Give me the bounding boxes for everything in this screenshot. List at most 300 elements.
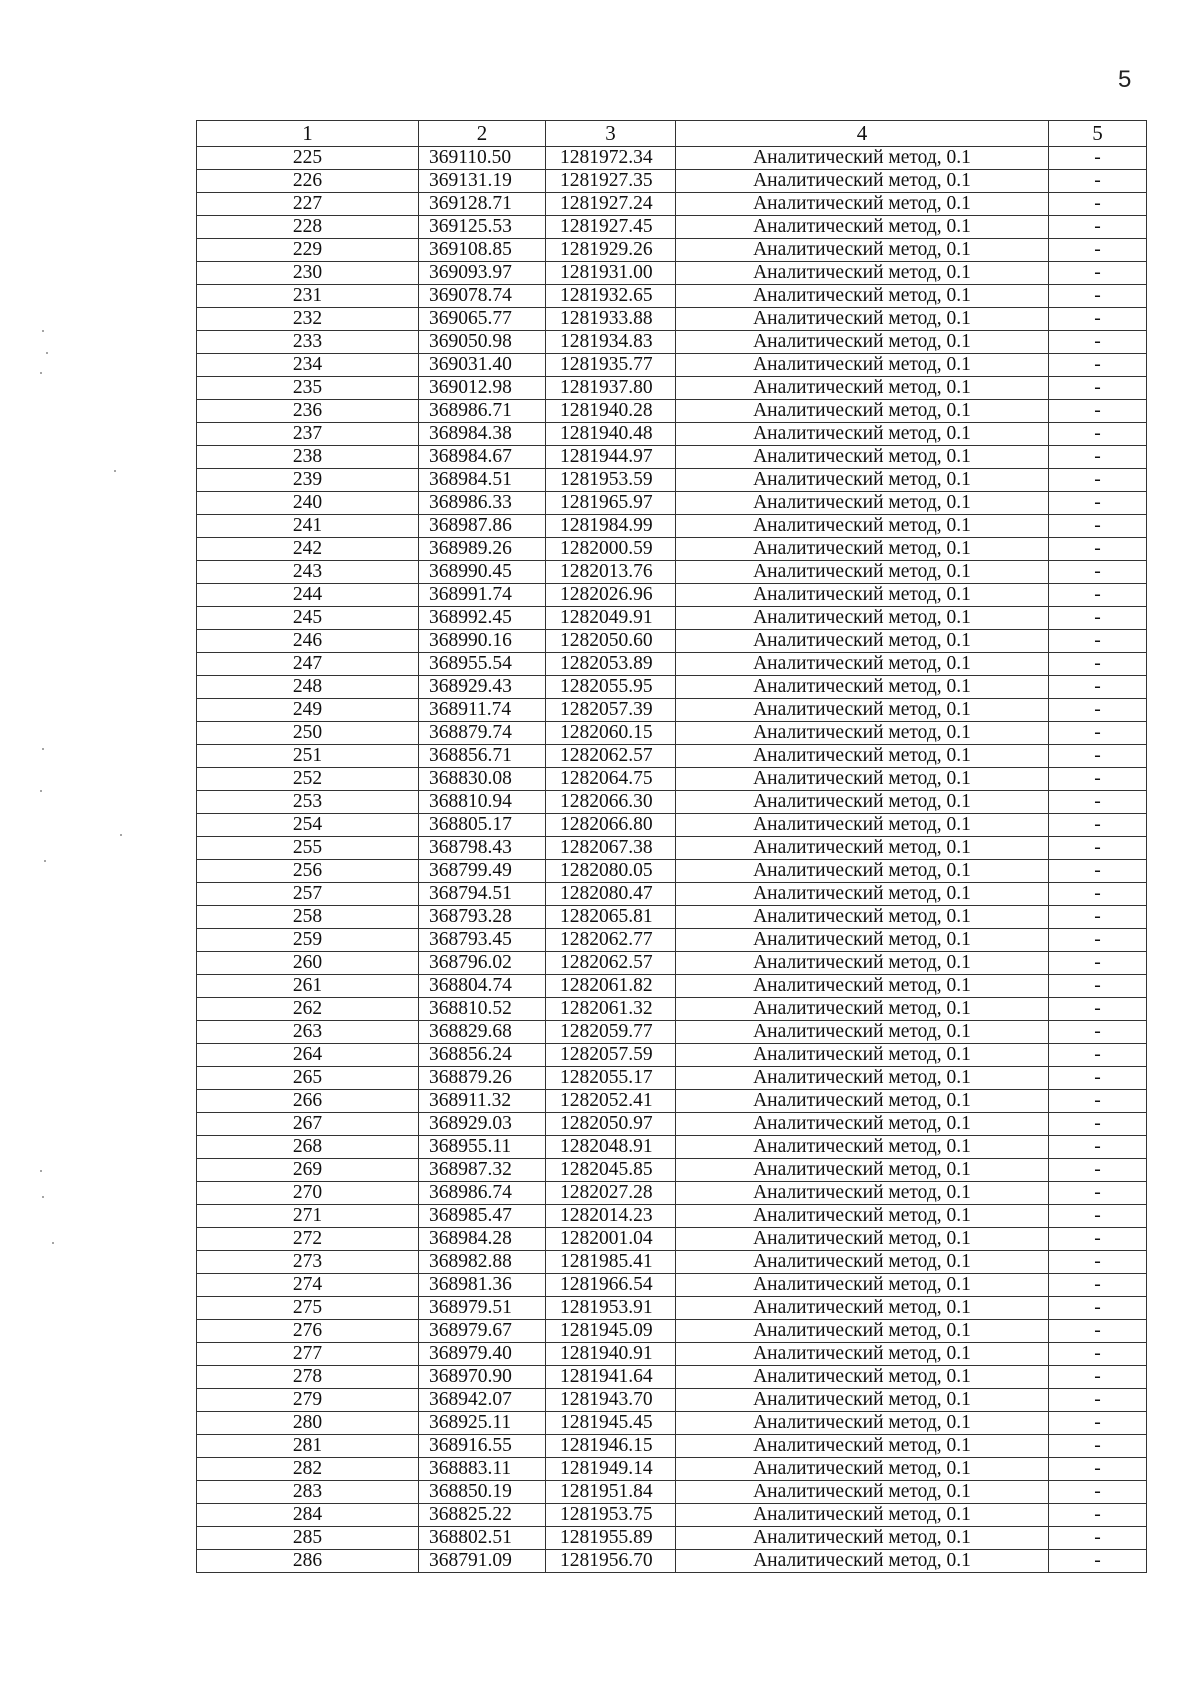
table-row: [197, 1090, 1147, 1113]
x-coordinate-cell: 368979.40: [419, 1343, 546, 1366]
y-coordinate-cell: 1282050.97: [546, 1113, 676, 1136]
table-row: [197, 975, 1147, 998]
x-coordinate-cell: 368798.43: [419, 837, 546, 860]
note-cell: -: [1049, 630, 1147, 653]
table-row: [197, 423, 1147, 446]
y-coordinate-cell: 1282067.38: [546, 837, 676, 860]
x-coordinate-cell: 368793.45: [419, 929, 546, 952]
y-coordinate-cell: 1282014.23: [546, 1205, 676, 1228]
x-coordinate-cell: 368911.32: [419, 1090, 546, 1113]
method-cell: Аналитический метод, 0.1: [676, 630, 1049, 653]
note-cell: -: [1049, 1435, 1147, 1458]
y-coordinate-cell: 1282052.41: [546, 1090, 676, 1113]
table-row: [197, 883, 1147, 906]
table-row: [197, 1320, 1147, 1343]
y-coordinate-cell: 1282026.96: [546, 584, 676, 607]
y-coordinate-cell: 1282060.15: [546, 722, 676, 745]
table-row: [197, 1044, 1147, 1067]
note-cell: -: [1049, 883, 1147, 906]
table-row: [197, 584, 1147, 607]
note-cell: -: [1049, 1205, 1147, 1228]
x-coordinate-cell: 369093.97: [419, 262, 546, 285]
x-coordinate-cell: 368810.52: [419, 998, 546, 1021]
x-coordinate-cell: 369128.71: [419, 193, 546, 216]
note-cell: -: [1049, 216, 1147, 239]
y-coordinate-cell: 1282055.95: [546, 676, 676, 699]
point-number-cell: 242: [197, 538, 419, 561]
note-cell: -: [1049, 1504, 1147, 1527]
note-cell: -: [1049, 791, 1147, 814]
x-coordinate-cell: 368830.08: [419, 768, 546, 791]
x-coordinate-cell: 368929.03: [419, 1113, 546, 1136]
x-coordinate-cell: 368984.38: [419, 423, 546, 446]
method-cell: Аналитический метод, 0.1: [676, 906, 1049, 929]
table-row: [197, 331, 1147, 354]
y-coordinate-cell: 1281965.97: [546, 492, 676, 515]
method-cell: Аналитический метод, 0.1: [676, 607, 1049, 630]
note-cell: -: [1049, 1044, 1147, 1067]
table-row: [197, 1412, 1147, 1435]
table-row: [197, 354, 1147, 377]
method-cell: Аналитический метод, 0.1: [676, 676, 1049, 699]
note-cell: -: [1049, 1251, 1147, 1274]
scan-speck: [44, 860, 46, 862]
note-cell: -: [1049, 1481, 1147, 1504]
method-cell: Аналитический метод, 0.1: [676, 1205, 1049, 1228]
method-cell: Аналитический метод, 0.1: [676, 492, 1049, 515]
point-number-cell: 259: [197, 929, 419, 952]
x-coordinate-cell: 369012.98: [419, 377, 546, 400]
y-coordinate-cell: 1282062.57: [546, 745, 676, 768]
x-coordinate-cell: 368883.11: [419, 1458, 546, 1481]
point-number-cell: 250: [197, 722, 419, 745]
method-cell: Аналитический метод, 0.1: [676, 1228, 1049, 1251]
table-row: [197, 1458, 1147, 1481]
point-number-cell: 255: [197, 837, 419, 860]
table-row: [197, 837, 1147, 860]
x-coordinate-cell: 369031.40: [419, 354, 546, 377]
method-cell: Аналитический метод, 0.1: [676, 285, 1049, 308]
column-header: 3: [546, 121, 676, 147]
table-row: [197, 469, 1147, 492]
y-coordinate-cell: 1282061.32: [546, 998, 676, 1021]
table-body: [197, 147, 1147, 1573]
point-number-cell: 265: [197, 1067, 419, 1090]
table-row: [197, 653, 1147, 676]
note-cell: -: [1049, 147, 1147, 170]
note-cell: -: [1049, 1021, 1147, 1044]
point-number-cell: 274: [197, 1274, 419, 1297]
method-cell: Аналитический метод, 0.1: [676, 515, 1049, 538]
x-coordinate-cell: 369108.85: [419, 239, 546, 262]
method-cell: Аналитический метод, 0.1: [676, 1389, 1049, 1412]
note-cell: -: [1049, 929, 1147, 952]
method-cell: Аналитический метод, 0.1: [676, 400, 1049, 423]
note-cell: -: [1049, 607, 1147, 630]
y-coordinate-cell: 1282066.80: [546, 814, 676, 837]
table-row: [197, 1389, 1147, 1412]
coordinates-table: [196, 120, 1147, 1573]
y-coordinate-cell: 1282062.57: [546, 952, 676, 975]
method-cell: Аналитический метод, 0.1: [676, 998, 1049, 1021]
table-row: [197, 699, 1147, 722]
table-row: [197, 906, 1147, 929]
x-coordinate-cell: 369131.19: [419, 170, 546, 193]
point-number-cell: 278: [197, 1366, 419, 1389]
point-number-cell: 236: [197, 400, 419, 423]
method-cell: Аналитический метод, 0.1: [676, 860, 1049, 883]
x-coordinate-cell: 368955.54: [419, 653, 546, 676]
y-coordinate-cell: 1282001.04: [546, 1228, 676, 1251]
table-row: [197, 791, 1147, 814]
note-cell: -: [1049, 814, 1147, 837]
x-coordinate-cell: 368982.88: [419, 1251, 546, 1274]
note-cell: -: [1049, 1136, 1147, 1159]
table-header-row: [197, 121, 1147, 147]
method-cell: Аналитический метод, 0.1: [676, 837, 1049, 860]
note-cell: -: [1049, 1274, 1147, 1297]
note-cell: -: [1049, 1412, 1147, 1435]
note-cell: -: [1049, 1320, 1147, 1343]
y-coordinate-cell: 1281984.99: [546, 515, 676, 538]
y-coordinate-cell: 1282053.89: [546, 653, 676, 676]
y-coordinate-cell: 1282065.81: [546, 906, 676, 929]
x-coordinate-cell: 368992.45: [419, 607, 546, 630]
x-coordinate-cell: 368804.74: [419, 975, 546, 998]
point-number-cell: 238: [197, 446, 419, 469]
y-coordinate-cell: 1281955.89: [546, 1527, 676, 1550]
note-cell: -: [1049, 1228, 1147, 1251]
table-row: [197, 607, 1147, 630]
y-coordinate-cell: 1281937.80: [546, 377, 676, 400]
method-cell: Аналитический метод, 0.1: [676, 1343, 1049, 1366]
method-cell: Аналитический метод, 0.1: [676, 975, 1049, 998]
table-row: [197, 1343, 1147, 1366]
table-row: [197, 1182, 1147, 1205]
y-coordinate-cell: 1282048.91: [546, 1136, 676, 1159]
note-cell: -: [1049, 331, 1147, 354]
table-row: [197, 929, 1147, 952]
y-coordinate-cell: 1281934.83: [546, 331, 676, 354]
x-coordinate-cell: 368942.07: [419, 1389, 546, 1412]
point-number-cell: 241: [197, 515, 419, 538]
note-cell: -: [1049, 239, 1147, 262]
y-coordinate-cell: 1281931.00: [546, 262, 676, 285]
note-cell: -: [1049, 699, 1147, 722]
point-number-cell: 275: [197, 1297, 419, 1320]
point-number-cell: 232: [197, 308, 419, 331]
scan-speck: [42, 330, 44, 332]
method-cell: Аналитический метод, 0.1: [676, 331, 1049, 354]
column-header: 4: [676, 121, 1049, 147]
note-cell: -: [1049, 1067, 1147, 1090]
method-cell: Аналитический метод, 0.1: [676, 791, 1049, 814]
note-cell: -: [1049, 446, 1147, 469]
point-number-cell: 258: [197, 906, 419, 929]
table-row: [197, 1527, 1147, 1550]
table-row: [197, 193, 1147, 216]
table-row: [197, 814, 1147, 837]
table-row: [197, 1113, 1147, 1136]
table-row: [197, 216, 1147, 239]
point-number-cell: 246: [197, 630, 419, 653]
method-cell: Аналитический метод, 0.1: [676, 1182, 1049, 1205]
note-cell: -: [1049, 837, 1147, 860]
method-cell: Аналитический метод, 0.1: [676, 883, 1049, 906]
table-row: [197, 492, 1147, 515]
table-row: [197, 1228, 1147, 1251]
note-cell: -: [1049, 1159, 1147, 1182]
y-coordinate-cell: 1281940.91: [546, 1343, 676, 1366]
y-coordinate-cell: 1281932.65: [546, 285, 676, 308]
method-cell: Аналитический метод, 0.1: [676, 768, 1049, 791]
method-cell: Аналитический метод, 0.1: [676, 216, 1049, 239]
x-coordinate-cell: 368802.51: [419, 1527, 546, 1550]
method-cell: Аналитический метод, 0.1: [676, 469, 1049, 492]
x-coordinate-cell: 368879.74: [419, 722, 546, 745]
note-cell: -: [1049, 1550, 1147, 1573]
y-coordinate-cell: 1282057.59: [546, 1044, 676, 1067]
note-cell: -: [1049, 285, 1147, 308]
note-cell: -: [1049, 1113, 1147, 1136]
point-number-cell: 268: [197, 1136, 419, 1159]
scan-speck: [42, 1196, 44, 1198]
note-cell: -: [1049, 400, 1147, 423]
scan-speck: [40, 1170, 42, 1172]
point-number-cell: 283: [197, 1481, 419, 1504]
x-coordinate-cell: 368796.02: [419, 952, 546, 975]
method-cell: Аналитический метод, 0.1: [676, 1113, 1049, 1136]
y-coordinate-cell: 1282049.91: [546, 607, 676, 630]
note-cell: -: [1049, 193, 1147, 216]
column-header: 5: [1049, 121, 1147, 147]
note-cell: -: [1049, 952, 1147, 975]
y-coordinate-cell: 1281935.77: [546, 354, 676, 377]
note-cell: -: [1049, 262, 1147, 285]
y-coordinate-cell: 1282064.75: [546, 768, 676, 791]
point-number-cell: 284: [197, 1504, 419, 1527]
y-coordinate-cell: 1281945.45: [546, 1412, 676, 1435]
note-cell: -: [1049, 1389, 1147, 1412]
scan-speck: [114, 470, 116, 472]
table-row: [197, 1067, 1147, 1090]
method-cell: Аналитический метод, 0.1: [676, 239, 1049, 262]
x-coordinate-cell: 368879.26: [419, 1067, 546, 1090]
x-coordinate-cell: 368791.09: [419, 1550, 546, 1573]
note-cell: -: [1049, 1090, 1147, 1113]
table-row: [197, 998, 1147, 1021]
x-coordinate-cell: 368987.86: [419, 515, 546, 538]
x-coordinate-cell: 368989.26: [419, 538, 546, 561]
point-number-cell: 267: [197, 1113, 419, 1136]
y-coordinate-cell: 1281927.35: [546, 170, 676, 193]
method-cell: Аналитический метод, 0.1: [676, 538, 1049, 561]
table-row: [197, 400, 1147, 423]
point-number-cell: 282: [197, 1458, 419, 1481]
x-coordinate-cell: 368990.45: [419, 561, 546, 584]
x-coordinate-cell: 368810.94: [419, 791, 546, 814]
point-number-cell: 279: [197, 1389, 419, 1412]
point-number-cell: 254: [197, 814, 419, 837]
note-cell: -: [1049, 377, 1147, 400]
note-cell: -: [1049, 423, 1147, 446]
scan-speck: [52, 1242, 54, 1244]
point-number-cell: 280: [197, 1412, 419, 1435]
point-number-cell: 237: [197, 423, 419, 446]
x-coordinate-cell: 368929.43: [419, 676, 546, 699]
note-cell: -: [1049, 1182, 1147, 1205]
x-coordinate-cell: 369065.77: [419, 308, 546, 331]
point-number-cell: 264: [197, 1044, 419, 1067]
method-cell: Аналитический метод, 0.1: [676, 1504, 1049, 1527]
x-coordinate-cell: 368955.11: [419, 1136, 546, 1159]
method-cell: Аналитический метод, 0.1: [676, 699, 1049, 722]
method-cell: Аналитический метод, 0.1: [676, 1366, 1049, 1389]
point-number-cell: 249: [197, 699, 419, 722]
point-number-cell: 281: [197, 1435, 419, 1458]
y-coordinate-cell: 1282080.47: [546, 883, 676, 906]
note-cell: -: [1049, 308, 1147, 331]
x-coordinate-cell: 368979.67: [419, 1320, 546, 1343]
table-row: [197, 676, 1147, 699]
x-coordinate-cell: 368916.55: [419, 1435, 546, 1458]
y-coordinate-cell: 1282059.77: [546, 1021, 676, 1044]
note-cell: -: [1049, 745, 1147, 768]
scan-speck: [46, 352, 48, 354]
table-row: [197, 239, 1147, 262]
note-cell: -: [1049, 1458, 1147, 1481]
table-row: [197, 1550, 1147, 1573]
method-cell: Аналитический метод, 0.1: [676, 1320, 1049, 1343]
point-number-cell: 240: [197, 492, 419, 515]
method-cell: Аналитический метод, 0.1: [676, 1067, 1049, 1090]
table-row: [197, 1366, 1147, 1389]
method-cell: Аналитический метод, 0.1: [676, 446, 1049, 469]
note-cell: -: [1049, 975, 1147, 998]
y-coordinate-cell: 1282080.05: [546, 860, 676, 883]
point-number-cell: 226: [197, 170, 419, 193]
table-row: [197, 1274, 1147, 1297]
method-cell: Аналитический метод, 0.1: [676, 308, 1049, 331]
y-coordinate-cell: 1281985.41: [546, 1251, 676, 1274]
note-cell: -: [1049, 515, 1147, 538]
point-number-cell: 227: [197, 193, 419, 216]
point-number-cell: 273: [197, 1251, 419, 1274]
point-number-cell: 235: [197, 377, 419, 400]
x-coordinate-cell: 368925.11: [419, 1412, 546, 1435]
table-row: [197, 285, 1147, 308]
method-cell: Аналитический метод, 0.1: [676, 1159, 1049, 1182]
x-coordinate-cell: 368856.24: [419, 1044, 546, 1067]
table-row: [197, 170, 1147, 193]
y-coordinate-cell: 1281933.88: [546, 308, 676, 331]
method-cell: Аналитический метод, 0.1: [676, 1274, 1049, 1297]
column-header: 2: [419, 121, 546, 147]
note-cell: -: [1049, 722, 1147, 745]
method-cell: Аналитический метод, 0.1: [676, 262, 1049, 285]
x-coordinate-cell: 368987.32: [419, 1159, 546, 1182]
table-row: [197, 1205, 1147, 1228]
point-number-cell: 257: [197, 883, 419, 906]
y-coordinate-cell: 1281951.84: [546, 1481, 676, 1504]
point-number-cell: 247: [197, 653, 419, 676]
y-coordinate-cell: 1282013.76: [546, 561, 676, 584]
x-coordinate-cell: 368985.47: [419, 1205, 546, 1228]
y-coordinate-cell: 1281945.09: [546, 1320, 676, 1343]
method-cell: Аналитический метод, 0.1: [676, 1297, 1049, 1320]
point-number-cell: 228: [197, 216, 419, 239]
table-row: [197, 377, 1147, 400]
point-number-cell: 251: [197, 745, 419, 768]
y-coordinate-cell: 1281943.70: [546, 1389, 676, 1412]
method-cell: Аналитический метод, 0.1: [676, 1136, 1049, 1159]
table-row: [197, 745, 1147, 768]
y-coordinate-cell: 1282066.30: [546, 791, 676, 814]
x-coordinate-cell: 369110.50: [419, 147, 546, 170]
note-cell: -: [1049, 1343, 1147, 1366]
x-coordinate-cell: 368984.67: [419, 446, 546, 469]
table-row: [197, 147, 1147, 170]
y-coordinate-cell: 1281940.48: [546, 423, 676, 446]
method-cell: Аналитический метод, 0.1: [676, 1550, 1049, 1573]
y-coordinate-cell: 1281944.97: [546, 446, 676, 469]
y-coordinate-cell: 1282061.82: [546, 975, 676, 998]
table-row: [197, 1435, 1147, 1458]
x-coordinate-cell: 369050.98: [419, 331, 546, 354]
table-row: [197, 515, 1147, 538]
y-coordinate-cell: 1282062.77: [546, 929, 676, 952]
note-cell: -: [1049, 561, 1147, 584]
method-cell: Аналитический метод, 0.1: [676, 1021, 1049, 1044]
table-row: [197, 630, 1147, 653]
method-cell: Аналитический метод, 0.1: [676, 1481, 1049, 1504]
method-cell: Аналитический метод, 0.1: [676, 561, 1049, 584]
scan-speck: [40, 372, 42, 374]
point-number-cell: 269: [197, 1159, 419, 1182]
method-cell: Аналитический метод, 0.1: [676, 745, 1049, 768]
y-coordinate-cell: 1281946.15: [546, 1435, 676, 1458]
method-cell: Аналитический метод, 0.1: [676, 1251, 1049, 1274]
y-coordinate-cell: 1281966.54: [546, 1274, 676, 1297]
point-number-cell: 243: [197, 561, 419, 584]
point-number-cell: 234: [197, 354, 419, 377]
point-number-cell: 271: [197, 1205, 419, 1228]
method-cell: Аналитический метод, 0.1: [676, 354, 1049, 377]
method-cell: Аналитический метод, 0.1: [676, 193, 1049, 216]
point-number-cell: 260: [197, 952, 419, 975]
point-number-cell: 225: [197, 147, 419, 170]
y-coordinate-cell: 1281953.91: [546, 1297, 676, 1320]
note-cell: -: [1049, 354, 1147, 377]
y-coordinate-cell: 1281927.45: [546, 216, 676, 239]
method-cell: Аналитический метод, 0.1: [676, 929, 1049, 952]
note-cell: -: [1049, 170, 1147, 193]
method-cell: Аналитический метод, 0.1: [676, 584, 1049, 607]
y-coordinate-cell: 1281949.14: [546, 1458, 676, 1481]
method-cell: Аналитический метод, 0.1: [676, 722, 1049, 745]
table-row: [197, 1504, 1147, 1527]
x-coordinate-cell: 368984.51: [419, 469, 546, 492]
x-coordinate-cell: 368986.71: [419, 400, 546, 423]
y-coordinate-cell: 1282057.39: [546, 699, 676, 722]
table-row: [197, 1021, 1147, 1044]
x-coordinate-cell: 368793.28: [419, 906, 546, 929]
x-coordinate-cell: 368829.68: [419, 1021, 546, 1044]
x-coordinate-cell: 368991.74: [419, 584, 546, 607]
point-number-cell: 263: [197, 1021, 419, 1044]
y-coordinate-cell: 1281941.64: [546, 1366, 676, 1389]
point-number-cell: 261: [197, 975, 419, 998]
